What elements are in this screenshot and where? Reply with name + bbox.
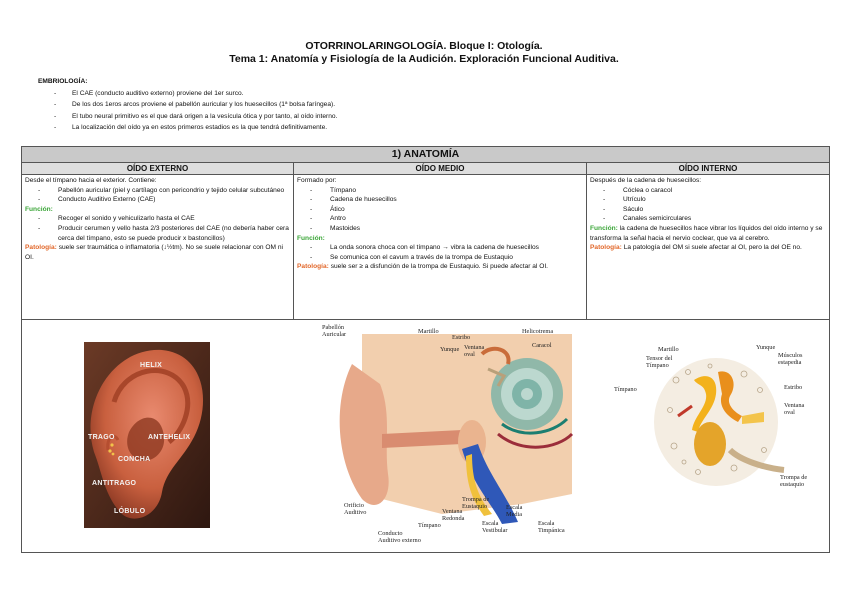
list-item: - Tímpano — [297, 186, 583, 196]
list-item: - De los dos 1eros arcos proviene el pabellón auricular y los huesecillos (1ª bolsa faríngea). — [38, 99, 808, 111]
list-item: - Cóclea o caracol — [590, 186, 826, 196]
embryology-heading: EMBRIOLOGÍA: — [38, 78, 88, 85]
list-item: - Ático — [297, 205, 583, 215]
pinna-photo — [84, 342, 210, 528]
pathology-paragraph — [297, 262, 583, 272]
pinna-label: HELIX — [140, 362, 163, 369]
function-text: la cadena de huesecillos hace vibrar los líquidos del oído interno y se transforma la señal hacia el nervio coclear, que va al cerebro. — [590, 224, 823, 242]
middle-ear-cell — [294, 175, 587, 320]
pathology-label: Patología: — [25, 244, 57, 252]
middle-intro: Formado por: — [297, 177, 337, 184]
figure-label: Martillo — [418, 328, 439, 335]
figure-label: Estribo — [784, 384, 803, 391]
figure-label: Trompa de eustaquio — [780, 474, 808, 488]
external-intro: Desde el tímpano hacia el exterior. Contiene: — [25, 177, 157, 184]
column-header-middle: OÍDO MEDIO — [294, 163, 587, 175]
ossicles-illustration — [614, 344, 824, 495]
internal-ear-cell — [587, 175, 830, 320]
function-label: Función: — [297, 234, 325, 242]
figure-label: Tensor del Tímpano — [646, 355, 673, 369]
embryology-section — [38, 76, 808, 134]
list-item: - Utrículo — [590, 195, 826, 205]
list-item: - Mastoides — [297, 224, 583, 234]
figure-label: Tímpano — [418, 522, 441, 529]
column-header-internal: OÍDO INTERNO — [587, 163, 830, 175]
figure-label: Yunque — [440, 346, 460, 353]
figure-label: Escala Media — [506, 504, 523, 518]
internal-intro: Después de la cadena de huesecillos: — [590, 177, 702, 184]
pathology-text: suele ser traumática o inflamatoria (↓½tm). No se suele relacionar con OM ni OI. — [25, 244, 283, 261]
figure-label: Ventana Redonda — [442, 508, 465, 522]
figures-cell — [22, 320, 830, 553]
pathology-paragraph — [590, 243, 826, 253]
external-ear-cell — [22, 175, 294, 320]
figure-label: Ventana oval — [784, 402, 805, 416]
function-label: Función: — [590, 224, 618, 232]
list-item: - Antro — [297, 214, 583, 224]
document-subtitle: Tema 1: Anatomía y Fisiología de la Audición. Exploración Funcional Auditiva. — [229, 53, 619, 65]
list-item: - Canales semicirculares — [590, 214, 826, 224]
figure-label: Estribo — [452, 334, 471, 341]
list-item: - Se comunica con el cavum a través de la trompa de Eustaquio — [297, 253, 583, 263]
anatomy-table — [21, 146, 830, 553]
list-item: - Recoger el sonido y vehiculizarlo hasta el CAE — [25, 214, 290, 224]
pathology-label: Patología: — [590, 244, 622, 252]
list-item: - El tubo neural primitivo es el que dará origen a la vesícula ótica y por tanto, al oído interno. — [38, 111, 808, 123]
list-item: - Cadena de huesecillos — [297, 195, 583, 205]
figure-label: Caracol — [532, 342, 552, 349]
pinna-label: ANTEHELIX — [148, 434, 191, 441]
function-label: Función: — [25, 205, 53, 213]
list-item: - Conducto Auditivo Externo (CAE) — [25, 195, 290, 205]
figure-label: Martillo — [658, 346, 679, 353]
pathology-label: Patología: — [297, 263, 329, 271]
figure-label: Helicotrema — [522, 328, 554, 335]
figure-label: Tímpano — [614, 386, 637, 393]
pinna-label: ANTITRAGO — [92, 480, 137, 487]
section-title: 1) ANATOMÍA — [22, 147, 830, 163]
column-header-external: OÍDO EXTERNO — [22, 163, 294, 175]
pinna-label: LÓBULO — [114, 508, 146, 515]
pinna-label: TRAGO — [88, 434, 115, 441]
function-paragraph — [590, 224, 826, 243]
list-item: - La onda sonora choca con el tímpano → vibra la cadena de huesecillos — [297, 243, 583, 253]
pathology-paragraph — [25, 243, 290, 262]
document-title: OTORRINOLARINGOLOGÍA. Bloque I: Otología. — [305, 40, 543, 52]
pinna-label: CONCHA — [118, 456, 151, 463]
list-item: - El CAE (conducto auditivo externo) proviene del 1er surco. — [38, 88, 808, 100]
figure-label: Trompa de Eustaquio — [462, 496, 490, 510]
pathology-text: suele ser ≥ a disfunción de la trompa de Eustaquio. Si puede afectar al OI. — [328, 263, 549, 271]
ear-section-illustration — [322, 324, 582, 548]
list-item: - Sáculo — [590, 205, 826, 215]
figure-label: Yunque — [756, 344, 776, 351]
figure-label: Orificio Auditivo — [344, 502, 367, 516]
figure-label: Ventana oval — [464, 344, 485, 358]
figure-label: Escala Timpánica — [538, 520, 565, 534]
list-item: - La localización del oído ya en estos primeros estadios es la que tendrá definitivamente. — [38, 122, 808, 134]
embryology-list — [38, 88, 808, 134]
figure-label: Conducto Auditivo externo — [378, 530, 421, 544]
figures-area — [22, 320, 829, 552]
list-item: - Producir cerumen y vello hasta 2/3 posteriores del CAE (no debería haber cera cerca del tímpano, esto se puede producir x bastoncillos) — [25, 224, 290, 243]
figure-label: Pabellón Auricular — [322, 324, 347, 338]
list-item: - Pabellón auricular (piel y cartílago con pericondrio y tejido celular subcutáneo — [25, 186, 290, 196]
figure-label: Escala Vestibular — [482, 520, 508, 534]
pathology-text: La patología del OM si suele afectar al OI, pero la del OE no. — [621, 244, 802, 252]
figure-label: Músculos estapedia — [778, 352, 803, 366]
